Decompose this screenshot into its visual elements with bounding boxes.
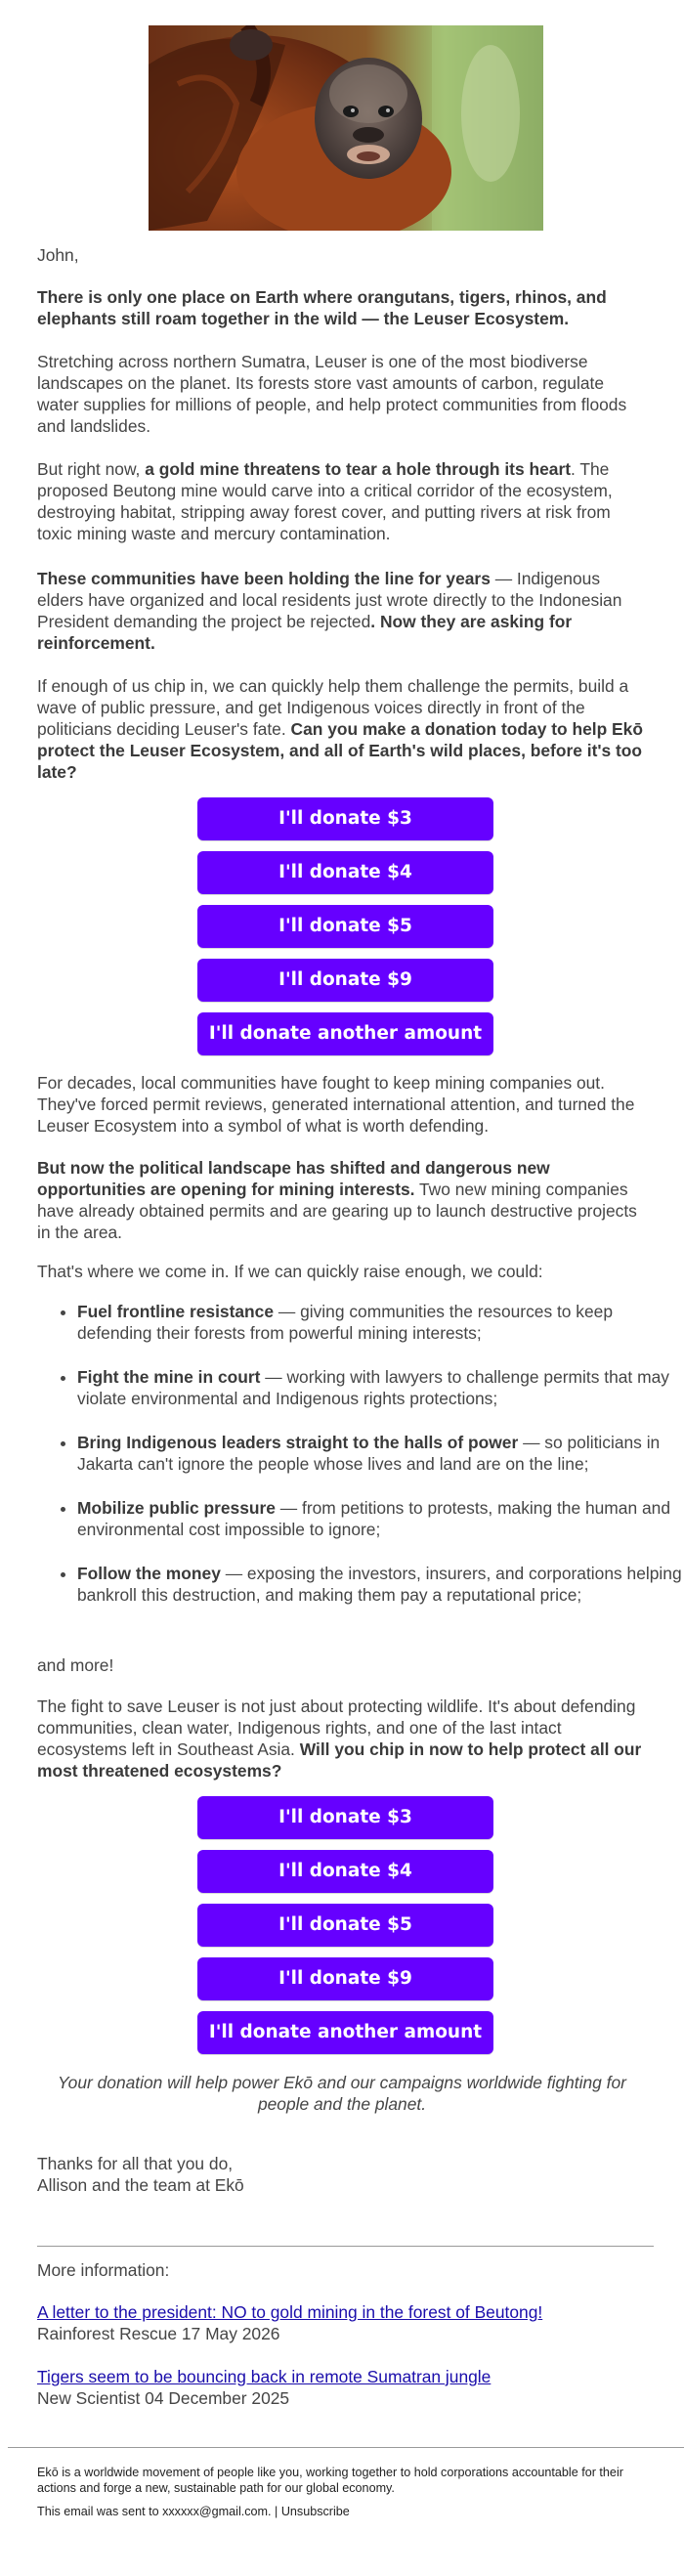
footer-about: Ekō is a worldwide movement of people like you, working together to hold corporations accountable for their actions and forge a new, sustainable path for our global economy. <box>37 2466 623 2495</box>
bullet-text: — giving communities the resources to keep defending their forests from powerful mining interests; <box>77 1302 614 1343</box>
list-item <box>77 1432 684 1475</box>
donate-3-button[interactable]: I'll donate $3 <box>197 797 493 840</box>
political-paragraph <box>37 1157 647 1243</box>
intro-bold: There is only one place on Earth where orangutans, tigers, rhinos, and elephants still roam together in the wild — the Leuser Ecosystem. <box>37 287 607 328</box>
bullet-bold: Follow the money <box>77 1564 221 1583</box>
communities-text: — Indigenous elders have organized and local residents just wrote directly to the Indonesian President demanding the project be rejected <box>37 569 622 631</box>
article-source-2: New Scientist 04 December 2025 <box>37 2388 290 2408</box>
political-text: Two new mining companies have already obtained permits and are gearing up to launch destructive projects in the area. <box>37 1180 637 1242</box>
bullet-text: — so politicians in Jakarta can't ignore the people whose lives and land are on the line; <box>77 1433 661 1474</box>
footer-sent-line <box>37 2504 647 2519</box>
intro-paragraph <box>37 286 647 329</box>
donate-4-button[interactable]: I'll donate $4 <box>197 851 493 894</box>
bullet-text: — working with lawyers to challenge permits that may violate environmental and Indigenous rights protections; <box>77 1367 669 1408</box>
donate-other-amount-button[interactable]: I'll donate another amount <box>197 1012 493 1055</box>
bullet-bold: Bring Indigenous leaders straight to the halls of power <box>77 1433 519 1452</box>
ask-text: If enough of us chip in, we can quickly help them challenge the permits, build a wave of public pressure, and get Indigenous voices directly in front of the politicians deciding Leuser's fate. <box>37 676 629 739</box>
list-item <box>77 1301 684 1344</box>
fight-text: The fight to save Leuser is not just about protecting wildlife. It's about defending communities, clean water, Indigenous rights, and one of the last intact ecosystems left in Southeast Asia. <box>37 1696 636 1759</box>
donate-3-button-2[interactable]: I'll donate $3 <box>197 1796 493 1839</box>
threat-paragraph <box>37 458 647 544</box>
communities-bold: These communities have been holding the line for years <box>37 569 491 588</box>
footer-sent-text: This email was sent to xxxxxx@gmail.com. | <box>37 2505 281 2518</box>
footer-divider <box>8 2447 684 2448</box>
donate-5-button[interactable]: I'll donate $5 <box>197 905 493 948</box>
article-link-1[interactable]: A letter to the president: NO to gold mining in the forest of Beutong! <box>37 2302 543 2322</box>
fight-bold: Will you chip in now to help protect all our most threatened ecosystems? <box>37 1739 642 1781</box>
communities-paragraph <box>37 568 647 654</box>
more-info-heading: More information: <box>37 2260 170 2280</box>
decades-paragraph: For decades, local communities have fought to keep mining companies out. They've forced permit reviews, generated international attention, and turned the Leuser Ecosystem into a symbol of what is worth defending. <box>37 1073 635 1136</box>
and-more: and more! <box>37 1655 114 1675</box>
ask-bold: Can you make a donation today to help Ekō protect the Leuser Ecosystem, and all of Earth's wild places, before it's too late? <box>37 719 643 782</box>
divider <box>37 2246 654 2247</box>
come-in-paragraph: That's where we come in. If we can quickly raise enough, we could: <box>37 1262 543 1281</box>
bullet-text: — from petitions to protests, making the human and environmental cost impossible to ignore; <box>77 1498 670 1539</box>
greeting: John, <box>37 245 79 265</box>
donate-9-button-2[interactable]: I'll donate $9 <box>197 1957 493 2000</box>
donate-4-button-2[interactable]: I'll donate $4 <box>197 1850 493 1893</box>
bullet-bold: Fuel frontline resistance <box>77 1302 275 1321</box>
bullet-bold: Mobilize public pressure <box>77 1498 276 1518</box>
threat-text-a: But right now, <box>37 459 146 479</box>
reinforcement-bold: . Now they are asking for reinforcement. <box>37 612 573 653</box>
bullet-bold: Fight the mine in court <box>77 1367 261 1387</box>
list-item <box>77 1563 684 1606</box>
list-item <box>77 1366 684 1409</box>
political-bold: But now the political landscape has shifted and dangerous new opportunities are opening for mining interests. <box>37 1158 550 1199</box>
hero-orangutan-image <box>149 25 543 231</box>
threat-text-c: . The proposed Beutong mine would carve into a critical corridor of the ecosystem, destroying habitat, stripping away forest cover, and putting rivers at risk from toxic mining waste and mercury contamination. <box>37 459 613 543</box>
article-link-2[interactable]: Tigers seem to be bouncing back in remote Sumatran jungle <box>37 2367 492 2386</box>
donate-other-amount-button-2[interactable]: I'll donate another amount <box>197 2011 493 2054</box>
donate-9-button[interactable]: I'll donate $9 <box>197 959 493 1002</box>
article-source-1: Rainforest Rescue 17 May 2026 <box>37 2324 280 2343</box>
list-item <box>77 1497 684 1540</box>
donation-note: Your donation will help power Ekō and our campaigns worldwide fighting for people and the planet. <box>58 2073 626 2114</box>
donate-5-button-2[interactable]: I'll donate $5 <box>197 1904 493 1947</box>
bullet-text: — exposing the investors, insurers, and corporations helping bankroll this destruction, and making them pay a reputational price; <box>77 1564 682 1605</box>
action-list <box>37 1301 684 1628</box>
more-info-item <box>37 2366 647 2387</box>
signoff-line-1: Thanks for all that you do, <box>37 2154 234 2173</box>
leuser-description: Stretching across northern Sumatra, Leuser is one of the most biodiverse landscapes on the planet. Its forests store vast amounts of carbon, regulate water supplies for millions of people, and help protect communities from floods and landslides. <box>37 352 627 436</box>
fight-paragraph <box>37 1696 647 1782</box>
unsubscribe-link[interactable]: Unsubscribe <box>280 2505 350 2518</box>
more-info-item <box>37 2301 647 2323</box>
signoff-line-2: Allison and the team at Ekō <box>37 2175 244 2195</box>
ask-paragraph <box>37 675 647 783</box>
threat-bold: a gold mine threatens to tear a hole through its heart <box>145 459 571 479</box>
